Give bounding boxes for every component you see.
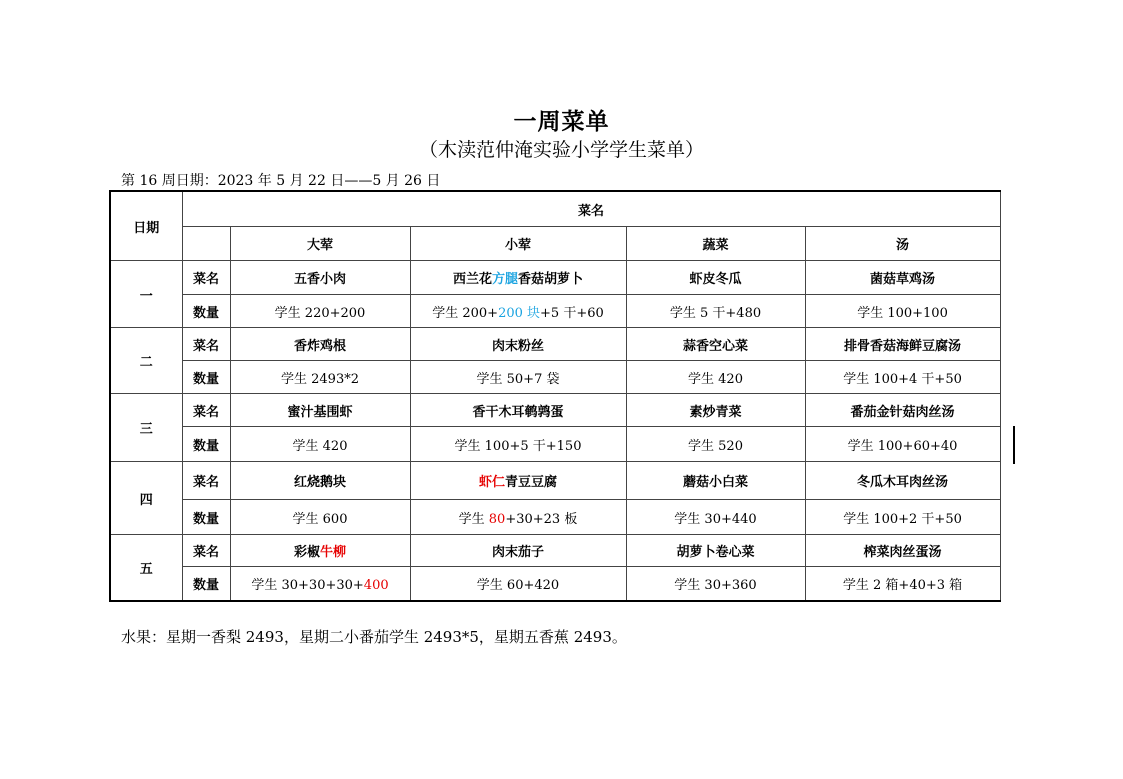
row-label-dish: 菜名: [182, 328, 230, 361]
quantity-major-meat: [230, 567, 410, 601]
table-row: [110, 328, 1000, 361]
dish-vegetable: 胡萝卜卷心菜: [626, 535, 805, 567]
dish-minor-meat: [410, 462, 626, 500]
dish-soup: 菌菇草鸡汤: [805, 261, 1000, 295]
dish-minor-meat: [410, 261, 626, 295]
quantity-vegetable: 学生 30+440: [626, 500, 805, 535]
table-row: [110, 261, 1000, 295]
column-header-vegetable: 蔬菜: [626, 227, 805, 261]
day-label: 一: [110, 261, 182, 328]
dish-post-text: 青豆豆腐: [505, 475, 558, 490]
dish-major-meat: 五香小肉: [230, 261, 410, 295]
quantity-minor-meat: [410, 500, 626, 535]
column-header-soup: 汤: [805, 227, 1000, 261]
quantity-major-meat: 学生 2493*2: [230, 361, 410, 394]
dish-vegetable: 蘑菇小白菜: [626, 462, 805, 500]
row-label-quantity: 数量: [182, 567, 230, 601]
page-subtitle: （木渎范仲淹实验小学学生菜单）: [418, 139, 704, 161]
dish-minor-meat: 肉末粉丝: [410, 328, 626, 361]
table-row: [110, 394, 1000, 427]
table-row: [110, 567, 1000, 601]
quantity-minor-meat: [410, 295, 626, 328]
quantity-minor-meat: 学生 50+7 袋: [410, 361, 626, 394]
quantity-minor-meat: 学生 100+5 干+150: [410, 427, 626, 462]
blank-header-cell: [182, 227, 230, 261]
dish-vegetable: 素炒青菜: [626, 394, 805, 427]
table-row: [110, 295, 1000, 328]
quantity-soup: 学生 2 箱+40+3 箱: [805, 567, 1000, 601]
row-label-quantity: 数量: [182, 295, 230, 328]
dish-minor-meat: 香干木耳鹌鹑蛋: [410, 394, 626, 427]
table-row: [110, 427, 1000, 462]
table-row: [110, 361, 1000, 394]
table-row: [110, 535, 1000, 567]
page-title: 一周菜单: [513, 109, 610, 135]
quantity-soup: 学生 100+2 干+50: [805, 500, 1000, 535]
dish-name-header: 菜名: [182, 191, 1000, 227]
dish-soup: 榨菜肉丝蛋汤: [805, 535, 1000, 567]
dish-highlight-text: 方腿: [491, 272, 518, 287]
row-label-dish: 菜名: [182, 394, 230, 427]
quantity-pre-text: 学生 200+: [432, 305, 499, 321]
dish-vegetable: 虾皮冬瓜: [626, 261, 805, 295]
dish-major-meat: [230, 535, 410, 567]
quantity-post-text: +5 干+60: [540, 305, 604, 321]
fruit-note: 水果：星期一香梨 2493，星期二小番茄学生 2493*5，星期五香蕉 2493。: [121, 628, 627, 646]
text-cursor: [1013, 426, 1015, 464]
quantity-soup: 学生 100+100: [805, 295, 1000, 328]
row-label-dish: 菜名: [182, 261, 230, 295]
quantity-pre-text: 学生 30+30+30+: [251, 577, 364, 593]
quantity-post-text: +30+23 板: [505, 511, 578, 527]
dish-soup: 番茄金针菇肉丝汤: [805, 394, 1000, 427]
table-row: [110, 462, 1000, 500]
row-label-dish: 菜名: [182, 462, 230, 500]
column-header-major-meat: 大荤: [230, 227, 410, 261]
quantity-vegetable: 学生 420: [626, 361, 805, 394]
quantity-vegetable: 学生 520: [626, 427, 805, 462]
dish-highlight-text: 虾仁: [478, 475, 505, 490]
dish-minor-meat: 肉末茄子: [410, 535, 626, 567]
dish-pre-text: 彩椒: [293, 545, 320, 560]
weekly-menu-table: [109, 190, 1001, 602]
quantity-highlight-text: 80: [488, 511, 506, 527]
quantity-soup: 学生 100+4 干+50: [805, 361, 1000, 394]
quantity-major-meat: 学生 220+200: [230, 295, 410, 328]
day-label: 五: [110, 535, 182, 601]
quantity-soup: 学生 100+60+40: [805, 427, 1000, 462]
dish-vegetable: 蒜香空心菜: [626, 328, 805, 361]
week-date-line: 第 16 周日期：2023 年 5 月 22 日——5 月 26 日: [121, 173, 441, 189]
day-label: 二: [110, 328, 182, 394]
quantity-major-meat: 学生 420: [230, 427, 410, 462]
day-label: 三: [110, 394, 182, 462]
quantity-major-meat: 学生 600: [230, 500, 410, 535]
dish-soup: 排骨香菇海鲜豆腐汤: [805, 328, 1000, 361]
date-header: 日期: [110, 191, 182, 261]
dish-major-meat: 香炸鸡根: [230, 328, 410, 361]
day-label: 四: [110, 462, 182, 535]
quantity-vegetable: 学生 5 干+480: [626, 295, 805, 328]
quantity-minor-meat: 学生 60+420: [410, 567, 626, 601]
dish-post-text: 香菇胡萝卜: [518, 272, 584, 287]
row-label-quantity: 数量: [182, 427, 230, 462]
column-header-minor-meat: 小荤: [410, 227, 626, 261]
quantity-vegetable: 学生 30+360: [626, 567, 805, 601]
quantity-pre-text: 学生: [458, 511, 489, 527]
row-label-dish: 菜名: [182, 535, 230, 567]
dish-pre-text: 西兰花: [452, 272, 492, 287]
row-label-quantity: 数量: [182, 500, 230, 535]
dish-major-meat: 红烧鹅块: [230, 462, 410, 500]
row-label-quantity: 数量: [182, 361, 230, 394]
dish-soup: 冬瓜木耳肉丝汤: [805, 462, 1000, 500]
dish-major-meat: 蜜汁基围虾: [230, 394, 410, 427]
table-row: [110, 500, 1000, 535]
quantity-highlight-text: 200 块: [498, 305, 541, 321]
quantity-highlight-text: 400: [363, 577, 389, 593]
dish-highlight-text: 牛柳: [320, 545, 347, 560]
